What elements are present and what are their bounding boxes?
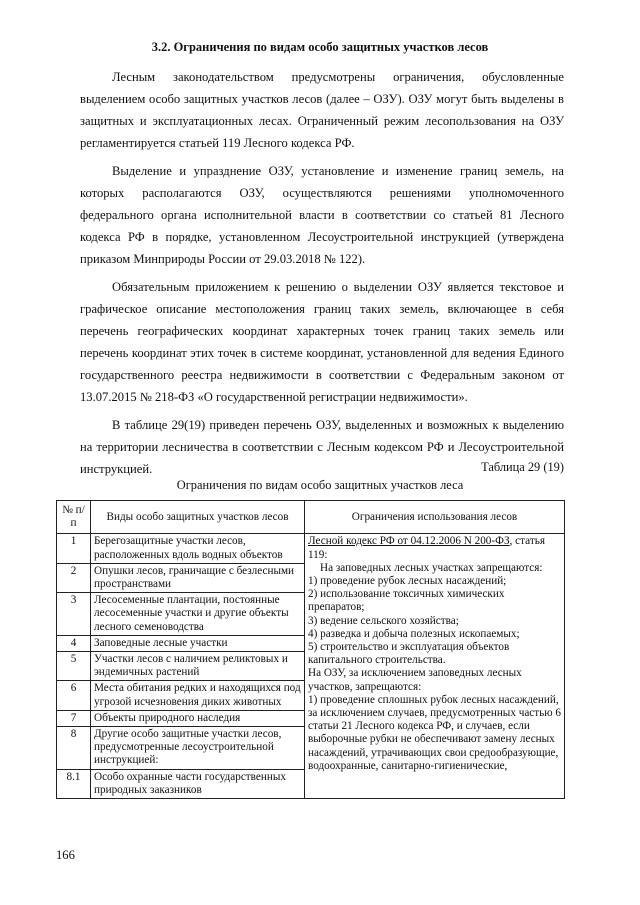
row-num: 5 <box>57 652 91 681</box>
row-num: 3 <box>57 593 91 636</box>
page-number: 166 <box>56 848 75 862</box>
row-type: Берегозащитные участки лесов, расположенных вдоль водных объектов <box>91 534 305 563</box>
restriction-item: 1) проведение рубок лесных насаждений; <box>308 575 507 588</box>
header-num: № п/п <box>57 501 91 534</box>
restrictions-cell <box>305 534 565 799</box>
paragraph: Обязательным приложением к решению о выделении ОЗУ является текстовое и графическое описание местоположения границ таких земель, включающее в себя перечень географических координат характерных точек границ таких земель или перечень координат этих точек в системе координат, установленной для ведения Единого государственного реестра недвижимости в соответствии с Федеральным законом от 13.07.2015 № 218-ФЗ «О государственной регистрации недвижимости». <box>80 280 564 404</box>
law-suffix: , статья 119: <box>308 535 545 561</box>
restriction-item: 2) использование токсичных химических препаратов; <box>308 588 505 614</box>
row-type: Объекты природного наследия <box>91 710 305 726</box>
paragraph: В таблице 29(19) приведен перечень ОЗУ, выделенных и возможных к выделению на территории лесничества в соответствии с Лесным кодексом РФ и Лесоустроительной инструкцией. <box>80 418 564 476</box>
table-number: Таблица 29 (19) <box>481 460 564 474</box>
paragraph: Лесным законодательством предусмотрены ограничения, обусловленные выделением особо защитных участков лесов (далее – ОЗУ). ОЗУ могут быть выделены в защитных и эксплуатационных лесах. Ограниченный режим лесопользования на ОЗУ регламентируется статьей 119 Лесного кодекса РФ. <box>80 70 564 150</box>
row-num: 7 <box>57 710 91 726</box>
row-type: Заповедные лесные участки <box>91 635 305 651</box>
row-type: Лесосеменные плантации, постоянные лесосеменные участки и другие объекты лесного семеноводства <box>91 593 305 636</box>
table-caption: Ограничения по видам особо защитных участков леса <box>176 478 464 492</box>
restrictions-intro: На заповедных лесных участках запрещаются: <box>320 561 543 574</box>
restriction-item: 5) строительство и эксплуатация объектов капитального строительства. <box>308 641 510 667</box>
row-type: Особо охранные части государственных природных заказников <box>91 769 305 798</box>
body-text <box>80 66 564 486</box>
row-num: 8.1 <box>57 769 91 798</box>
restriction-item: 3) ведение сельского хозяйства; <box>308 614 459 627</box>
row-type: Места обитания редких и находящихся под угрозой исчезновения диких животных <box>91 681 305 710</box>
header-restrictions: Ограничения использования лесов <box>305 501 565 534</box>
row-type: Опушки лесов, граничащие с безлесными пространствами <box>91 563 305 592</box>
row-num: 8 <box>57 727 91 770</box>
row-type: Другие особо защитные участки лесов, предусмотренные лесоустроительной инструкцией: <box>91 727 305 770</box>
paragraph: Выделение и упразднение ОЗУ, установление и изменение границ земель, на которых располагаются ОЗУ, осуществляются решениями уполномоченного федерального органа исполнительной власти в соответствии со статьей 81 Лесного кодекса РФ в порядке, установленном Лесоустроительной инструкцией (утверждена приказом Минприроды России от 29.03.2018 № 122). <box>80 164 564 266</box>
row-num: 6 <box>57 681 91 710</box>
row-num: 1 <box>57 534 91 563</box>
restriction-item: 4) разведка и добыча полезных ископаемых; <box>308 627 520 640</box>
law-reference: Лесной кодекс РФ от 04.12.2006 N 200-ФЗ <box>308 535 510 548</box>
restriction-item: 1) проведение сплошных рубок лесных насаждений, за исключением случаев, предусмотренных частью 6 статьи 21 Лесного кодекса РФ, и случаев, если выборочные рубки не обеспечивают замену лесных насаждений, утрачивающих свои средообразующие, водоохранные, санитарно-гигиенические, <box>308 693 562 772</box>
section-title: 3.2. Ограничения по видам особо защитных участков лесов <box>151 40 489 54</box>
restrictions-intro-2: На ОЗУ, за исключением заповедных лесных участков, запрещаются: <box>308 667 522 693</box>
row-num: 4 <box>57 635 91 651</box>
table-header-row <box>57 501 565 534</box>
restrictions-table <box>56 500 565 799</box>
row-num: 2 <box>57 563 91 592</box>
table-row <box>57 534 565 563</box>
header-type: Виды особо защитных участков лесов <box>91 501 305 534</box>
row-type: Участки лесов с наличием реликтовых и эндемичных растений <box>91 652 305 681</box>
